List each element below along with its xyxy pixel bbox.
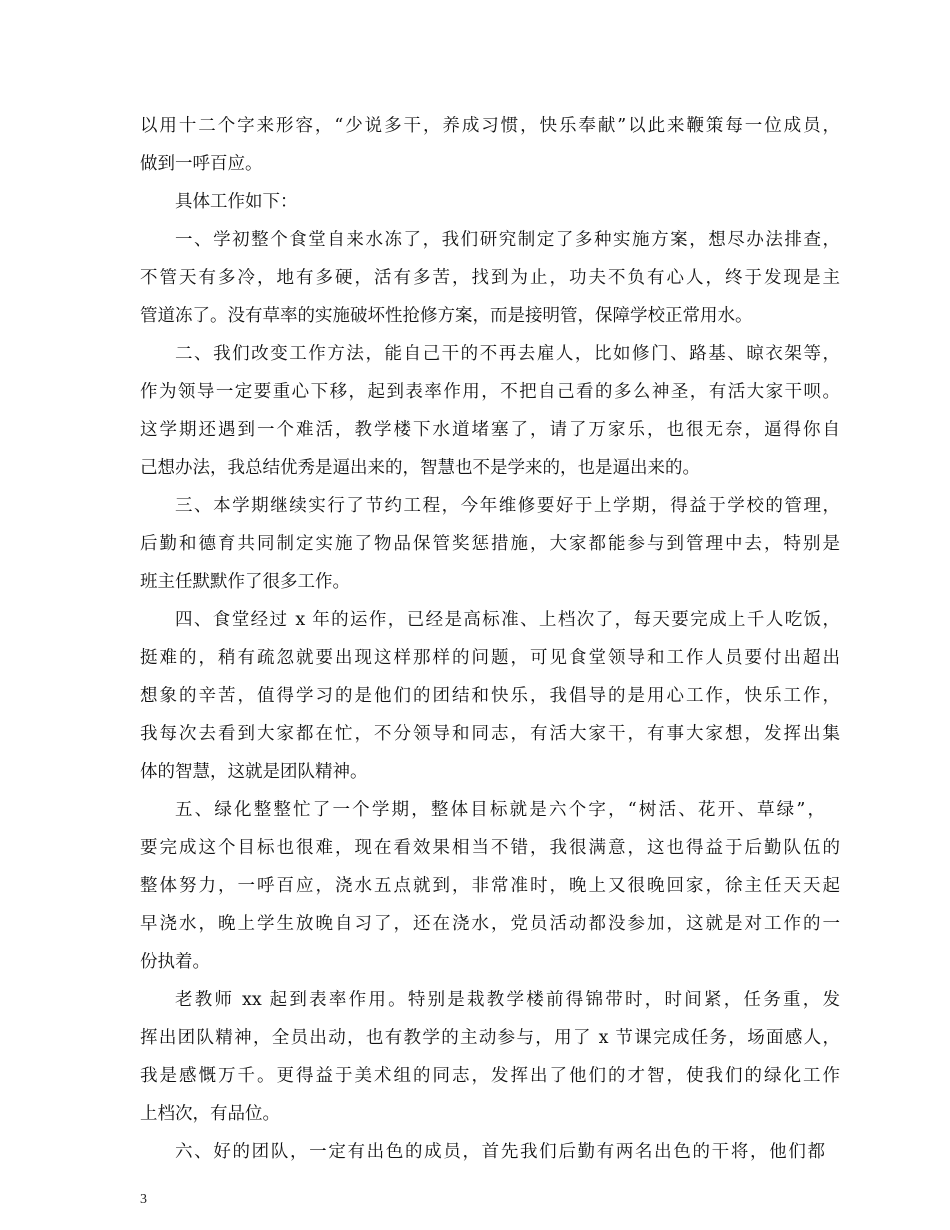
text-line: 挥出团队精神，全员出动，也有教学的主动参与，用了 x 节课完成任务，场面感人， bbox=[140, 1028, 840, 1048]
text-line: 上档次，有品位。 bbox=[140, 1104, 280, 1124]
text-line: 管道冻了。没有草率的实施破坏性抢修方案，而是接明管，保障学校正常用水。 bbox=[140, 306, 753, 326]
text-line: 整体努力，一呼百应，浇水五点就到，非常准时，晚上又很晚回家，徐主任天天起 bbox=[140, 876, 840, 896]
text-line: 要完成这个目标也很难，现在看效果相当不错，我很满意，这也得益于后勤队伍的 bbox=[140, 838, 840, 858]
text-line: 具体工作如下： bbox=[175, 192, 298, 212]
text-line: 以用十二个字来形容，“少说多干，养成习惯，快乐奉献”以此来鞭策每一位成员， bbox=[140, 116, 840, 136]
text-line: 份执着。 bbox=[140, 952, 210, 972]
text-line: 作为领导一定要重心下移，起到表率作用，不把自己看的多么神圣，有活大家干呗。 bbox=[140, 382, 840, 402]
text-line: 六、好的团队，一定有出色的成员，首先我们后勤有两名出色的干将，他们都 bbox=[175, 1142, 825, 1162]
text-line: 老教师 xx 起到表率作用。特别是栽教学楼前得锦带时，时间紧，任务重，发 bbox=[175, 990, 840, 1010]
text-line: 四、食堂经过 x 年的运作，已经是高标准、上档次了，每天要完成上千人吃饭， bbox=[175, 610, 840, 630]
text-line: 我是感慨万千。更得益于美术组的同志，发挥出了他们的才智，使我们的绿化工作 bbox=[140, 1066, 840, 1086]
text-line: 想象的辛苦，值得学习的是他们的团结和快乐，我倡导的是用心工作，快乐工作， bbox=[140, 686, 840, 706]
text-line: 这学期还遇到一个难活，教学楼下水道堵塞了，请了万家乐，也很无奈，逼得你自 bbox=[140, 420, 840, 440]
text-line: 体的智慧，这就是团队精神。 bbox=[140, 762, 368, 782]
text-line: 早浇水，晚上学生放晚自习了，还在浇水，党员活动都没参加，这就是对工作的一 bbox=[140, 914, 840, 934]
text-line: 五、绿化整整忙了一个学期，整体目标就是六个字，“树活、花开、草绿”， bbox=[175, 800, 825, 820]
page-number: 3 bbox=[140, 1192, 147, 1207]
text-line: 挺难的，稍有疏忽就要出现这样那样的问题，可见食堂领导和工作人员要付出超出 bbox=[140, 648, 840, 668]
text-line: 己想办法，我总结优秀是逼出来的，智慧也不是学来的，也是逼出来的。 bbox=[140, 458, 700, 478]
text-line: 二、我们改变工作方法，能自己干的不再去雇人，比如修门、路基、晾衣架等， bbox=[175, 344, 840, 364]
text-line: 班主任默默作了很多工作。 bbox=[140, 572, 350, 592]
text-line: 一、学初整个食堂自来水冻了，我们研究制定了多种实施方案，想尽办法排查， bbox=[175, 230, 840, 250]
text-line: 三、本学期继续实行了节约工程，今年维修要好于上学期，得益于学校的管理， bbox=[175, 496, 840, 516]
text-line: 不管天有多冷，地有多硬，活有多苦，找到为止，功夫不负有心人，终于发现是主 bbox=[140, 268, 840, 288]
text-line: 我每次去看到大家都在忙，不分领导和同志，有活大家干，有事大家想，发挥出集 bbox=[140, 724, 840, 744]
text-line: 后勤和德育共同制定实施了物品保管奖惩措施，大家都能参与到管理中去，特别是 bbox=[140, 534, 840, 554]
text-line: 做到一呼百应。 bbox=[140, 154, 263, 174]
